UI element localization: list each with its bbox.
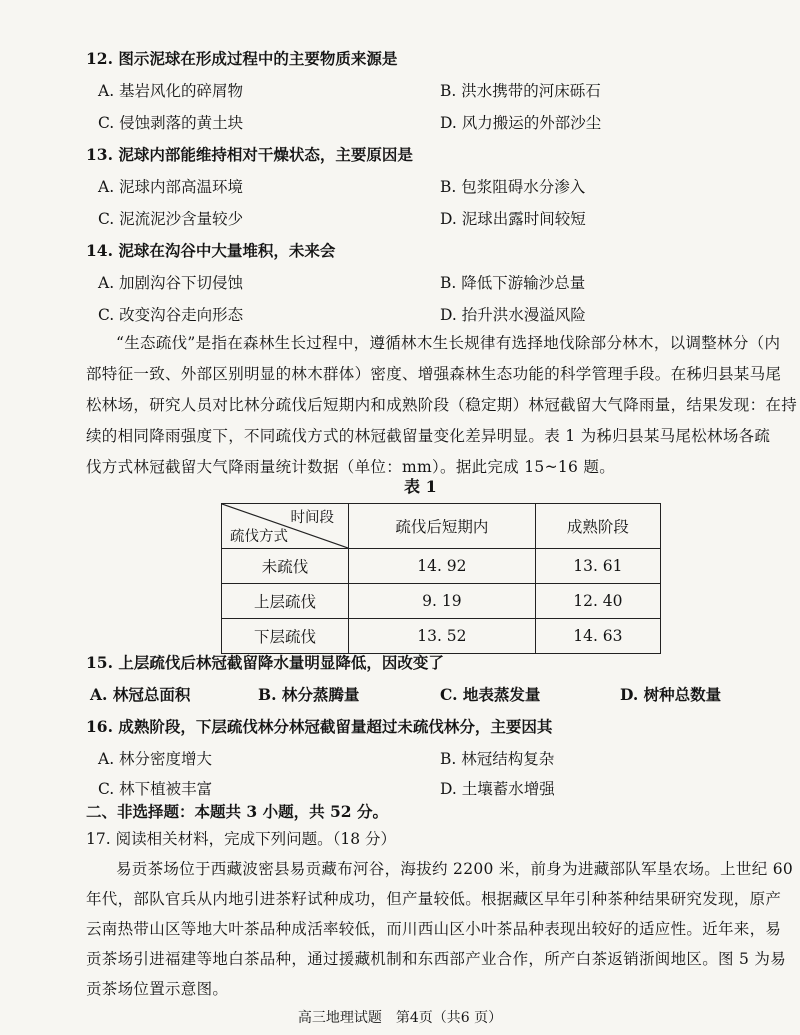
passage-2-line-5: 贡茶场位置示意图。 <box>86 980 229 998</box>
table-corner-cell <box>222 504 349 549</box>
question-13-option-a: A. 泥球内部高温环境 <box>98 178 244 196</box>
table-cell: 9. 19 <box>349 584 536 619</box>
table-row <box>222 619 661 654</box>
question-13-option-b: B. 包浆阻碍水分渗入 <box>440 178 586 196</box>
question-14-option-b: B. 降低下游输沙总量 <box>440 274 586 292</box>
passage-yigong-tea <box>86 854 794 1004</box>
passage-1-line-3: 松林场，研究人员对比林分疏伐后短期内和成熟阶段（稳定期）林冠截留大气降雨量，结果发现：在持 <box>86 396 798 414</box>
passage-2-line-1: 易贡茶场位于西藏波密县易贡藏布河谷，海拔约 2200 米，前身为进藏部队军垦农场。上世纪 60 <box>116 860 794 878</box>
thinning-data-table <box>221 503 661 654</box>
passage-2-line-4: 贡茶场引进福建等地白茶品种，通过援藏机制和东西部产业合作，所产白茶返销浙闽地区。图 5 为易 <box>86 950 787 968</box>
table-cell: 14. 63 <box>535 619 660 654</box>
passage-1-line-2: 部特征一致、外部区别明显的林木群体）密度、增强森林生态功能的科学管理手段。在秭归县某马尾 <box>86 365 782 383</box>
table-row <box>222 584 661 619</box>
column-header: 成熟阶段 <box>535 504 660 549</box>
passage-2-line-2: 年代，部队官兵从内地引进茶籽试种成功，但产量较低。根据藏区早年引种茶种结果研究发现，原产 <box>86 890 782 908</box>
corner-label-time: 时间段 <box>290 510 334 526</box>
question-15-option-d: D. 树种总数量 <box>620 685 722 704</box>
question-12-option-b: B. 洪水携带的河床砾石 <box>440 82 601 100</box>
row-label: 上层疏伐 <box>222 584 349 619</box>
table-cell: 13. 61 <box>535 549 660 584</box>
question-16-option-d: D. 土壤蓄水增强 <box>440 780 555 798</box>
question-13-option-d: D. 泥球出露时间较短 <box>440 210 586 228</box>
question-13-stem: 13. 泥球内部能维持相对干燥状态，主要原因是 <box>86 145 413 164</box>
table-row <box>222 549 661 584</box>
question-16-stem: 16. 成熟阶段，下层疏伐林分林冠截留量超过未疏伐林分，主要因其 <box>86 717 553 736</box>
row-label: 下层疏伐 <box>222 619 349 654</box>
corner-label-method: 疏伐方式 <box>230 529 288 545</box>
question-16-option-a: A. 林分密度增大 <box>98 750 213 768</box>
column-header: 疏伐后短期内 <box>349 504 536 549</box>
question-15-option-c: C. 地表蒸发量 <box>440 685 541 704</box>
question-17-stem: 17. 阅读相关材料，完成下列问题。（18 分） <box>86 830 396 848</box>
passage-1-line-1: “生态疏伐”是指在森林生长过程中，遵循林木生长规律有选择地伐除部分林木，以调整林分（内 <box>116 334 781 352</box>
question-14-option-d: D. 抬升洪水漫溢风险 <box>440 306 586 324</box>
table-cell: 12. 40 <box>535 584 660 619</box>
question-14-stem: 14. 泥球在沟谷中大量堆积，未来会 <box>86 241 336 260</box>
question-16-option-b: B. 林冠结构复杂 <box>440 750 555 768</box>
section-heading: 二、非选择题：本题共 3 小题，共 52 分。 <box>86 802 388 821</box>
table-header-row <box>222 504 661 549</box>
question-12-option-d: D. 风力搬运的外部沙尘 <box>440 114 602 132</box>
passage-1-line-4: 续的相同降雨强度下，不同疏伐方式的林冠截留量变化差异明显。表 1 为秭归县某马尾松林场各疏 <box>86 427 771 445</box>
page-footer: 高三地理试题 第4页（共6 页） <box>297 1010 503 1026</box>
table-cell: 14. 92 <box>349 549 536 584</box>
question-15-stem: 15. 上层疏伐后林冠截留降水量明显降低，因改变了 <box>86 653 444 672</box>
row-label: 未疏伐 <box>222 549 349 584</box>
question-14-option-c: C. 改变沟谷走向形态 <box>98 306 244 324</box>
question-14-option-a: A. 加剧沟谷下切侵蚀 <box>98 274 244 292</box>
table-cell: 13. 52 <box>349 619 536 654</box>
question-12-option-c: C. 侵蚀剥落的黄土块 <box>98 114 244 132</box>
table-caption: 表 1 <box>404 477 437 496</box>
question-12-option-a: A. 基岩风化的碎屑物 <box>98 82 244 100</box>
question-15-option-b: B. 林分蒸腾量 <box>258 685 360 704</box>
question-15-option-a: A. 林冠总面积 <box>90 685 191 704</box>
passage-1-line-5: 伐方式林冠截留大气降雨量统计数据（单位：mm）。据此完成 15~16 题。 <box>86 458 616 476</box>
passage-2-line-3: 云南热带山区等地大叶茶品种成活率较低，而川西山区小叶茶品种表现出较好的适应性。近年来，易 <box>86 920 782 938</box>
question-13-option-c: C. 泥流泥沙含量较少 <box>98 210 244 228</box>
question-12-stem: 12. 图示泥球在形成过程中的主要物质来源是 <box>86 49 398 68</box>
passage-ecological-thinning <box>86 328 798 483</box>
question-16-option-c: C. 林下植被丰富 <box>98 780 213 798</box>
